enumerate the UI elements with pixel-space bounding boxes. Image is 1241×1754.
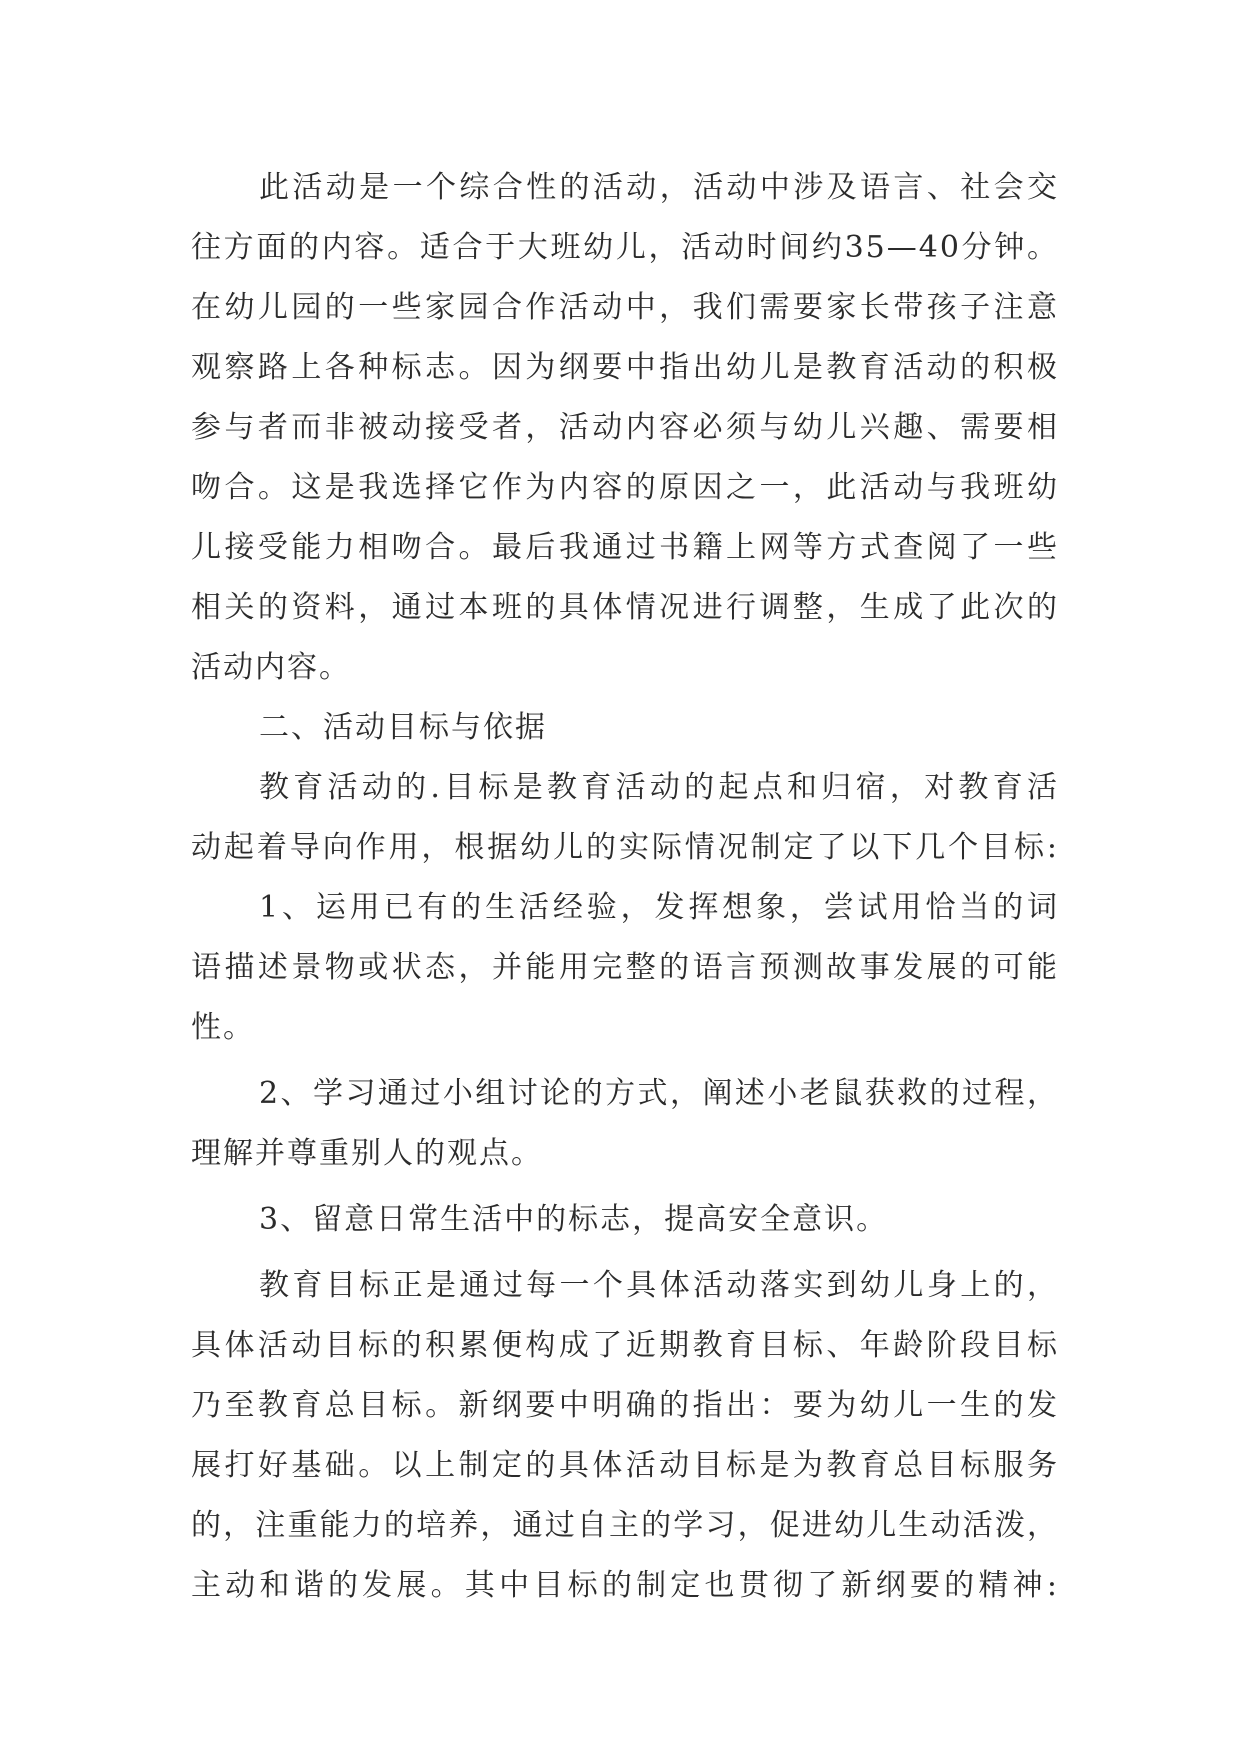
text-line: 性。	[191, 1010, 255, 1045]
text-line: 在幼儿园的一些家园合作活动中，我们需要家长带孩子注意	[191, 290, 1059, 325]
text-line: 展打好基础。以上制定的具体活动目标是为教育总目标服务	[191, 1448, 1059, 1483]
text-line: 此活动是一个综合性的活动，活动中涉及语言、社会交	[259, 170, 1059, 205]
text-line: 理解并尊重别人的观点。	[191, 1136, 543, 1171]
text-line: 教育目标正是通过每一个具体活动落实到幼儿身上的，	[259, 1268, 1059, 1303]
text-line: 3、留意日常生活中的标志，提高安全意识。	[259, 1202, 889, 1237]
text-line: 的，注重能力的培养，通过自主的学习，促进幼儿生动活泼，	[191, 1508, 1059, 1543]
goal-item	[191, 1064, 1059, 1184]
text-line: 动起着导向作用，根据幼儿的实际情况制定了以下几个目标:	[191, 830, 1059, 865]
heading-text: 二、活动目标与依据	[259, 710, 547, 745]
text-line: 观察路上各种标志。因为纲要中指出幼儿是教育活动的积极	[191, 350, 1059, 385]
text-line: 主动和谐的发展。其中目标的制定也贯彻了新纲要的精神:	[191, 1568, 1059, 1603]
text-line: 具体活动目标的积累便构成了近期教育目标、年龄阶段目标	[191, 1328, 1059, 1363]
section-heading	[191, 698, 1059, 758]
text-line: 教育活动的.目标是教育活动的起点和归宿，对教育活	[259, 770, 1059, 805]
document-body	[191, 158, 1059, 1616]
goal-item	[191, 878, 1059, 1058]
paragraph	[191, 758, 1059, 878]
paragraph	[191, 158, 1059, 698]
text-line: 吻合。这是我选择它作为内容的原因之一，此活动与我班幼	[191, 470, 1059, 505]
text-line: 相关的资料，通过本班的具体情况进行调整，生成了此次的	[191, 590, 1059, 625]
text-line: 儿接受能力相吻合。最后我通过书籍上网等方式查阅了一些	[191, 530, 1059, 565]
paragraph	[191, 1256, 1059, 1616]
text-line: 语描述景物或状态，并能用完整的语言预测故事发展的可能	[191, 950, 1059, 985]
text-line: 2、学习通过小组讨论的方式，阐述小老鼠获救的过程，	[259, 1076, 1059, 1111]
text-line: 1、运用已有的生活经验，发挥想象，尝试用恰当的词	[259, 890, 1059, 925]
text-line: 往方面的内容。适合于大班幼儿，活动时间约35—40分钟。	[191, 230, 1059, 265]
text-line: 参与者而非被动接受者，活动内容必须与幼儿兴趣、需要相	[191, 410, 1059, 445]
goal-item	[191, 1190, 1059, 1250]
text-line: 活动内容。	[191, 650, 351, 685]
text-line: 乃至教育总目标。新纲要中明确的指出：要为幼儿一生的发	[191, 1388, 1059, 1423]
